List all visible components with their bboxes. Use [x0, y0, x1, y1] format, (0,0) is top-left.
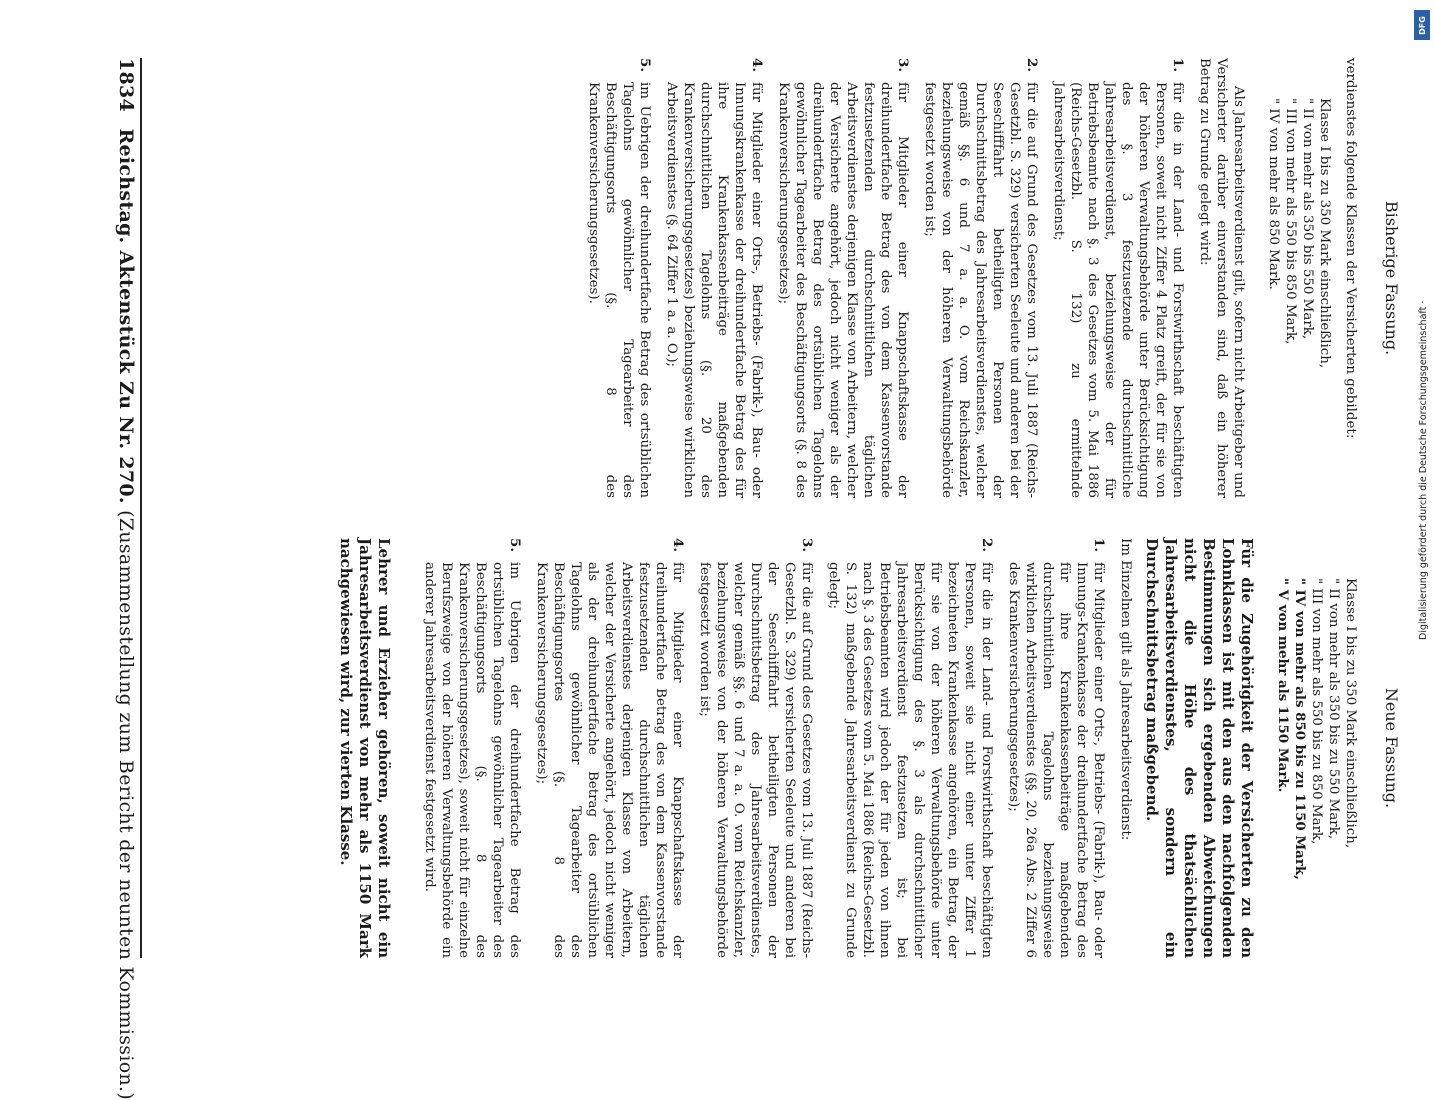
item-text: für die auf Grund des Gesetzes vom 13. Juli 1887 (Reichs-Gesetzbl. S. 329) versicherten Seeleute und anderen bei der Seeschifffahrt betheiligten Personen der Durchschnittsbetrag des Jahresarbeitsverdienstes, welcher gemäß §§. 6 und 7 a. a. O. vom Reichskanzler, beziehungsweise von der höheren Verwaltungsbehörde festgesetzt worden ist;	[922, 82, 1039, 498]
item-number: 4.	[670, 538, 686, 552]
left-class-line: Klasse I bis zu 350 Mark einschließlich,	[1317, 98, 1332, 369]
item-text: für die auf Grund des Gesetzes vom 13. Juli 1887 (Reichs-Gesetzbl. S. 329) versicherten Seeleute und anderen bei der Seeschifffahrt betheiligten Personen der Durchschnittsbetrag des Jahresarbeitsverdienstes, welcher gemäß §§. 6 und 7 a. a. O. vom Reichskanzler, beziehungsweise von der höheren Verwaltungsbehörde festgesetzt worden ist;	[697, 562, 814, 958]
item-number: 1.	[1091, 538, 1107, 552]
item-number: 1.	[1170, 58, 1186, 72]
item-number: 5.	[637, 58, 653, 72]
left-list-item	[585, 58, 653, 498]
left-paragraph: Als Jahresarbeitsverdienst gilt, sofern nicht Arbeitgeber und Versicherter darüber einverstanden sind, daß ein höherer Betrag zu Grunde gelegt wird:	[1197, 58, 1246, 498]
item-text: für die in der Land- und Forstwirthschaft beschäftigten Personen, soweit sie nicht einer unter Ziffer 1 bezeichneten Krankenkasse angehören, ein Betrag, der für sie von der höheren Verwaltungsbehörde unter Berücksichtigung des §. 3 als durchschnittlicher Jahresarbeitsverdienst festzusetzen ist; bei Betriebsbeamten wird jedoch der für jeden von ihnen nach §. 3 des Gesetzes vom 5. Mai 1886 (Reichs-Gesetzbl. S. 132) maßgebende Jahresarbeitsverdienst zu Grunde gelegt;	[826, 562, 994, 958]
right-item-list	[421, 538, 1107, 958]
right-class-list	[1274, 578, 1359, 958]
page-number: 1834	[115, 58, 137, 113]
item-text: im Uebrigen der dreihundertfache Betrag des ortsüblichen Tagelohns gewöhnlicher Tagearbeiter des Beschäftigungsorts (§. 8 des Krankenversicherungsgesetzes).	[586, 82, 652, 498]
document-title: Reichstag. Aktenstück Zu Nr. 270.	[115, 128, 137, 504]
right-class-line: " II von mehr als 350 bis zu 550 Mark,	[1326, 578, 1341, 840]
right-column-title: Neue Fassung.	[1382, 687, 1401, 809]
left-column-old-version	[575, 58, 1400, 498]
right-class-line: " III von mehr als 550 bis zu 850 Mark,	[1309, 578, 1324, 845]
left-class-list	[1265, 98, 1333, 498]
right-paragraph: Im Einzelnen gilt als Jahresarbeitsverdienst:	[1118, 538, 1133, 841]
right-class-line: " V von mehr als 1150 Mark.	[1275, 578, 1291, 793]
dfg-logo-text: DFG	[1417, 15, 1427, 35]
left-class-line: " III von mehr als 550 bis 850 Mark,	[1283, 98, 1298, 345]
right-class-line: Klasse I bis zu 350 Mark einschließlich,	[1343, 578, 1358, 849]
dfg-logo[interactable]	[1414, 10, 1430, 40]
item-number: 2.	[979, 538, 995, 552]
item-number: 2.	[1024, 58, 1040, 72]
right-list-item	[533, 538, 686, 958]
right-list-item	[825, 538, 995, 958]
right-list-item	[696, 538, 815, 958]
right-list-item	[1005, 538, 1107, 958]
page-header	[100, 58, 142, 1100]
left-list-item	[775, 58, 911, 498]
item-text: für Mitglieder einer Orts-, Betriebs- (Fabrik-), Bau- oder Innungskrankenkasse der dreihundertfache Betrag des für ihre Krankenkassenbeiträge maßgebenden durchschnittlichen Tagelohns (§. 20 des Krankenversicherungsgesetzes) beziehungsweise wirklichen Arbeitsverdienstes (§. 64 Ziffer 1 a. a. O.);	[664, 82, 764, 498]
right-class-line: " IV von mehr als 850 bis zu 1150 Mark,	[1292, 578, 1308, 880]
item-text: im Uebrigen der dreihundertfache Betrag des ortsüblichen Tagelohns gewöhnlicher Tagearbeiter des Beschäftigungsorts (§. 8 des Krankenversicherungsgesetzes), soweit nicht für einzelne Berufszweige von der höheren Verwaltungsbehörde ein anderer Jahresarbeitsverdienst festgesetzt wird.	[422, 562, 522, 958]
right-footer-note: Lehrer und Erzieher gehören, soweit nicht ein Jahresarbeitsverdienst von mehr als 1150 Mark nachgewiesen wird, zur vierten Klasse.	[337, 538, 393, 958]
item-number: 5.	[507, 538, 523, 552]
right-column-new-version	[336, 538, 1400, 958]
item-text: für Mitglieder einer Orts-, Betriebs- (Fabrik-), Bau- oder Innungs-Krankenkasse der dreihundertfache Betrag des für ihre Krankenkassenbeiträge maßgebenden durchschnittlichen Tagelohns beziehungsweise wirklichen Arbeitsverdienstes (§§. 20, 26a Abs. 2 Ziffer 6 des Krankenversicherungsgesetzes);	[1006, 562, 1106, 958]
left-class-line: " II von mehr als 350 bis 550 Mark,	[1300, 98, 1315, 340]
item-number: 3.	[895, 58, 911, 72]
item-text: für Mitglieder einer Knappschaftskasse der dreihundertfache Betrag des von dem Kassenvorstande festzusetzenden durchschnittlichen täglichen Arbeitsverdienstes derjenigen Klasse von Arbeitern, welcher der Versicherte angehört, jedoch nicht weniger als der dreihundertfache Betrag des ortsüblichen Tagelohns gewöhnlicher Tagearbeiter des Beschäftigungsorts (§. 8 des Krankenversicherungsgesetzes);	[776, 82, 910, 498]
right-list-item	[421, 538, 523, 958]
item-text: für Mitglieder einer Knappschaftskasse der dreihundertfache Betrag des von dem Kassenvorstande festzusetzenden durchschnittlichen täglichen Arbeitsverdienstes derjenigen Klasse von Arbeitern, welcher der Versicherte angehört, jedoch nicht weniger als der dreihundertfache Betrag des ortsüblichen Tagelohns gewöhnlicher Tagearbeiter des Beschäftigungsortes (§. 8 des Krankenversicherungsgesetzes);	[534, 562, 685, 958]
left-list-item	[1050, 58, 1186, 498]
item-number: 3.	[799, 538, 815, 552]
rotated-document-sheet	[70, 18, 1401, 1100]
right-lead-paragraph: Für die Zugehörigkeit der Versicherten zu den Lohnklassen ist mit den aus den nachfolgenden Bestimmungen sich ergebenden Abweichungen nicht die Höhe des thatsächlichen Jahresarbeitsverdienstes, sondern ein Durchschnittsbetrag maßgebend.	[1143, 538, 1256, 958]
item-number: 4.	[749, 58, 765, 72]
left-column-title: Bisherige Fassung.	[1382, 200, 1401, 356]
header-text	[115, 58, 137, 1100]
digitization-credit: Digitalisierung gefördert durch die Deutsche Forschungsgemeinschaft ·	[1418, 300, 1429, 640]
item-text: für die in der Land- und Forstwirthschaft beschäftigten Personen, soweit nicht Ziffer 4 Platz greift, der für sie von der höheren Verwaltungsbehörde unter Berücksichtigung des §. 3 festzusetzende durchschnittliche Jahresarbeitsverdienst, beziehungsweise der für Betriebsbeamte nach §. 3 des Gesetzes vom 5. Mai 1886 (Reichs-Gesetzbl. S. 132) zu ermittelnde Jahresarbeitsverdienst;	[1051, 82, 1185, 498]
left-item-list	[585, 58, 1186, 498]
left-list-item	[921, 58, 1040, 498]
left-intro: verdienstes folgende Klassen der Versicherten gebildet:	[1343, 58, 1358, 439]
left-list-item	[663, 58, 765, 498]
document-subtitle: (Zusammenstellung zum Bericht der neunten Kommission.)	[115, 510, 137, 1100]
left-class-line: " IV von mehr als 850 Mark.	[1266, 98, 1281, 290]
